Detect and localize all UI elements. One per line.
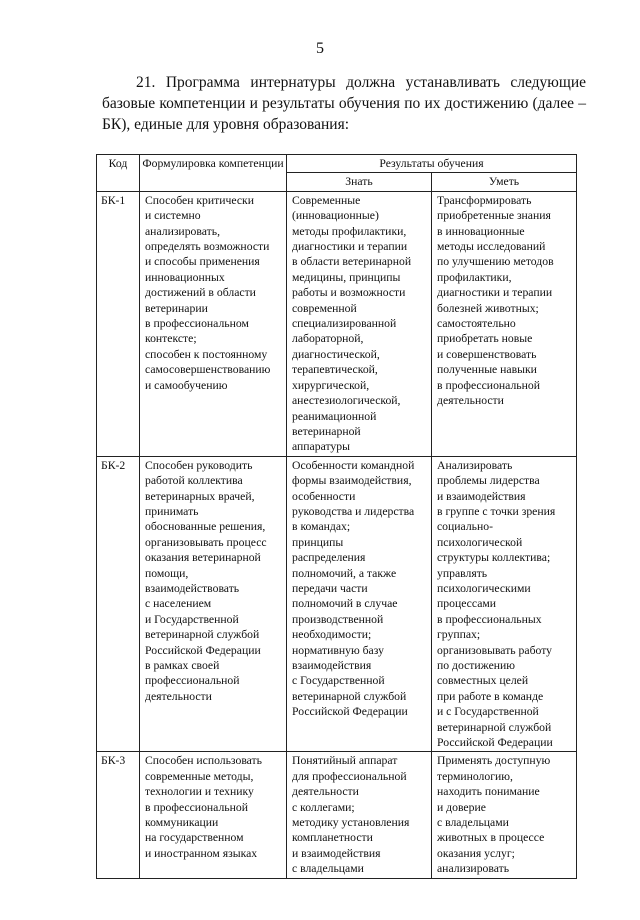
can-line: в профессиональных	[437, 612, 542, 626]
formulation-line: самосовершенствованию	[145, 363, 271, 377]
formulation-line: Способен руководить	[145, 458, 253, 472]
competency-code: БК-3	[97, 752, 140, 878]
cell-know	[287, 752, 432, 878]
intro-text: 21. Программа интернатуры должна устанавливать следующие базовые компетенции и результаты обучения по их достижению (далее – БК), единые для уровня образования:	[102, 74, 586, 133]
know-line: с Государственной	[292, 674, 385, 688]
can-line: анализировать	[437, 862, 510, 876]
can-line: приобретенные знания	[437, 209, 551, 223]
formulation-line: ветеринарной службой	[145, 628, 260, 642]
know-line: методику установления	[292, 816, 410, 830]
can-line: в группе с точки зрения	[437, 504, 556, 518]
formulation-line: технологии и технику	[145, 785, 254, 799]
can-line: профилактики,	[437, 270, 512, 284]
know-line: медицины, принципы	[292, 270, 401, 284]
know-line: полномочий в случае	[292, 597, 398, 611]
intro-paragraph	[102, 72, 586, 135]
can-line: Применять доступную	[437, 754, 551, 768]
formulation-line: достижений в области	[145, 286, 256, 300]
cell-formulation	[140, 456, 287, 752]
header-can: Уметь	[432, 173, 577, 191]
can-line: управлять	[437, 566, 488, 580]
know-line: в области ветеринарной	[292, 255, 412, 269]
cell-know	[287, 191, 432, 456]
know-line: производственной	[292, 612, 384, 626]
cell-can	[432, 456, 577, 752]
know-line: формы взаимодействия,	[292, 474, 412, 488]
can-line: структуры коллектива;	[437, 551, 551, 565]
formulation-line: в профессиональном	[145, 317, 249, 331]
can-line: психологической	[437, 535, 523, 549]
competency-code: БК-1	[97, 191, 140, 456]
formulation-line: деятельности	[145, 689, 212, 703]
formulation-line: организовывать процесс	[145, 535, 267, 549]
header-code: Код	[97, 155, 140, 192]
know-line: современной	[292, 301, 357, 315]
can-line: полученные навыки	[437, 363, 537, 377]
table-body	[97, 191, 577, 878]
formulation-line: в профессиональной	[145, 800, 248, 814]
know-line: деятельности	[292, 785, 359, 799]
formulation-line: обоснованные решения,	[145, 520, 266, 534]
table-row	[97, 752, 577, 878]
know-line: и взаимодействия	[292, 846, 381, 860]
know-line: в командах;	[292, 520, 351, 534]
formulation-line: взаимодействовать	[145, 581, 240, 595]
know-line: взаимодействия	[292, 659, 372, 672]
can-line: Российской Федерации	[437, 736, 553, 750]
can-line: процессами	[437, 597, 497, 611]
know-line: Особенности командной	[292, 458, 415, 472]
know-line: лабораторной,	[292, 332, 364, 346]
formulation-line: и иностранном языках	[145, 846, 258, 860]
cell-formulation	[140, 191, 287, 456]
know-line: с владельцами	[292, 862, 364, 876]
header-know: Знать	[287, 173, 432, 191]
cell-formulation	[140, 752, 287, 878]
can-line: социально-	[437, 520, 493, 534]
know-line: компланетности	[292, 831, 373, 845]
can-line: оказания услуг;	[437, 846, 515, 860]
know-line: специализированной	[292, 317, 397, 331]
can-line: болезней животных;	[437, 301, 539, 315]
know-line: руководства и лидерства	[292, 504, 415, 518]
can-line: и совершенствовать	[437, 347, 537, 361]
can-line: группах;	[437, 628, 481, 642]
can-line: проблемы лидерства	[437, 474, 540, 488]
formulation-line: работой коллектива	[145, 474, 243, 488]
formulation-line: принимать	[145, 504, 199, 518]
header-formulation: Формулировка компетенции	[140, 155, 287, 192]
know-line: диагностической,	[292, 347, 380, 361]
formulation-line: контексте;	[145, 332, 197, 346]
competency-code: БК-2	[97, 456, 140, 752]
can-line: в инновационные	[437, 224, 525, 238]
know-line: терапевтической,	[292, 363, 378, 377]
competencies-table	[96, 154, 577, 879]
can-line: и взаимодействия	[437, 489, 526, 503]
can-line: методы исследований	[437, 240, 546, 254]
can-line: диагностики и терапии	[437, 286, 553, 300]
know-line: особенности	[292, 489, 356, 503]
know-line: методы профилактики,	[292, 224, 407, 238]
can-line: совместных целей	[437, 674, 529, 688]
know-line: Российской Федерации	[292, 705, 408, 719]
know-line: Понятийный аппарат	[292, 754, 398, 768]
formulation-line: и Государственной	[145, 612, 239, 626]
header-results: Результаты обучения	[287, 155, 577, 173]
can-line: в профессиональной	[437, 378, 540, 392]
cell-can	[432, 752, 577, 878]
know-line: передачи части	[292, 581, 368, 595]
know-line: ветеринарной	[292, 424, 361, 438]
can-line: по достижению	[437, 659, 516, 672]
cell-know	[287, 456, 432, 752]
can-line: при работе в команде	[437, 689, 544, 703]
can-line: ветеринарной службой	[437, 720, 552, 734]
formulation-line: помощи,	[145, 566, 189, 580]
know-line: необходимости;	[292, 628, 372, 642]
formulation-line: и способы применения	[145, 255, 260, 269]
can-line: и с Государственной	[437, 705, 539, 719]
formulation-line: ветеринарных врачей,	[145, 489, 255, 503]
can-line: находить понимание	[437, 785, 540, 799]
know-line: работы и возможности	[292, 286, 406, 300]
know-line: хирургической,	[292, 378, 370, 392]
know-line: диагностики и терапии	[292, 240, 408, 254]
can-line: самостоятельно	[437, 317, 516, 331]
can-line: терминологию,	[437, 769, 513, 783]
can-line: приобретать новые	[437, 332, 533, 346]
table-row	[97, 456, 577, 752]
can-line: животных в процессе	[437, 831, 545, 845]
know-line: анестезиологической,	[292, 394, 401, 408]
know-line: нормативную базу	[292, 643, 384, 657]
know-line: Современные	[292, 193, 361, 207]
formulation-line: ветеринарии	[145, 301, 208, 315]
formulation-line: и самообучению	[145, 378, 228, 392]
formulation-line: оказания ветеринарной	[145, 551, 261, 565]
can-line: деятельности	[437, 394, 504, 408]
can-line: по улучшению методов	[437, 255, 554, 269]
formulation-line: коммуникации	[145, 816, 219, 830]
know-line: (инновационные)	[292, 209, 379, 223]
know-line: принципы	[292, 535, 344, 549]
formulation-line: Способен критически	[145, 193, 254, 207]
formulation-line: современные методы,	[145, 769, 254, 783]
know-line: распределения	[292, 551, 366, 565]
know-line: аппаратуры	[292, 440, 350, 454]
can-line: Трансформировать	[437, 193, 532, 207]
formulation-line: на государственном	[145, 831, 244, 845]
formulation-line: и системно	[145, 209, 201, 223]
know-line: полномочий, а также	[292, 566, 397, 580]
know-line: ветеринарной службой	[292, 689, 407, 703]
table-row	[97, 191, 577, 456]
formulation-line: инновационных	[145, 270, 225, 284]
formulation-line: Российской Федерации	[145, 643, 261, 657]
can-line: Анализировать	[437, 458, 513, 472]
formulation-line: анализировать,	[145, 224, 220, 238]
formulation-line: способен к постоянному	[145, 347, 268, 361]
table-header-row	[97, 155, 577, 173]
page-number: 5	[316, 40, 324, 57]
can-line: организовывать работу	[437, 643, 553, 657]
formulation-line: профессиональной	[145, 674, 240, 688]
can-line: и доверие	[437, 800, 486, 814]
formulation-line: в рамках своей	[145, 659, 220, 672]
know-line: для профессиональной	[292, 769, 407, 783]
formulation-line: Способен использовать	[145, 754, 262, 768]
cell-can	[432, 191, 577, 456]
formulation-line: определять возможности	[145, 240, 270, 254]
can-line: с владельцами	[437, 816, 509, 830]
can-line: психологическими	[437, 581, 531, 595]
know-line: с коллегами;	[292, 800, 355, 814]
formulation-line: с населением	[145, 597, 212, 611]
know-line: реанимационной	[292, 409, 377, 423]
